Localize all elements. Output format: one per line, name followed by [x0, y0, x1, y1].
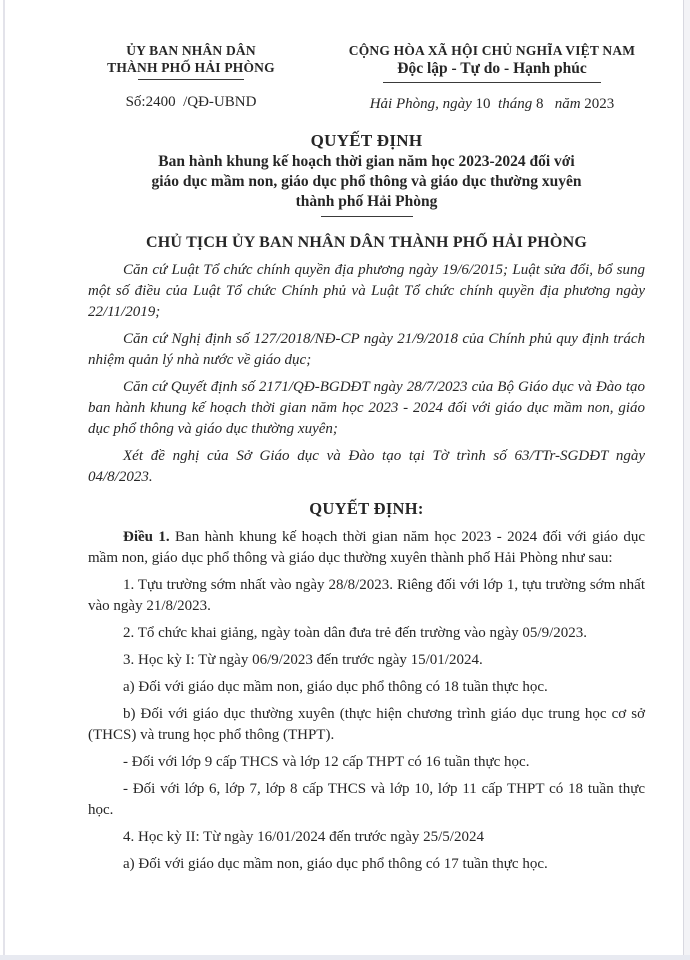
photo-bottom-strip: [0, 955, 690, 960]
legal-basis-paragraph: Căn cứ Quyết định số 2171/QĐ-BGDĐT ngày 28/7/2023 của Bộ Giáo dục và Đào tạo ban hành khung kế hoạch thời gian năm học 2023 - 2024 đối với giáo dục mầm non, giáo dục phổ thông và giáo dục thường xuyên;: [88, 379, 645, 437]
schedule-subitem: b) Đối với giáo dục thường xuyên (thực hiện chương trình giáo dục trung học cơ sở (THCS) và trung học phổ thông (THPT).: [88, 706, 645, 743]
article-1-text: Ban hành khung kế hoạch thời gian năm học 2023 - 2024 đối với giáo dục mầm non, giáo dục phổ thông và giáo dục thường xuyên thành phố Hải Phòng như sau:: [88, 529, 645, 566]
national-motto-line1: CỘNG HÒA XÃ HỘI CHỦ NGHĨA VIỆT NAM: [348, 43, 636, 58]
decision-subtitle-line2: giáo dục mầm non, giáo dục phổ thông và giáo dục thường xuyên: [151, 173, 582, 190]
schedule-item: 1. Tựu trường sớm nhất vào ngày 28/8/2023. Riêng đối với lớp 1, tựu trường sớm nhất vào ngày 21/8/2023.: [88, 577, 645, 614]
dateline-month: 8: [535, 96, 544, 112]
national-motto-line2: Độc lập - Tự do - Hạnh phúc: [397, 60, 587, 77]
dateline-place: Hải Phòng, ngày: [369, 96, 476, 112]
motto-underline: [383, 82, 601, 83]
title-block: [88, 130, 645, 217]
schedule-item: 2. Tổ chức khai giảng, ngày toàn dân đưa trẻ đến trường vào ngày 05/9/2023.: [123, 625, 588, 641]
dateline-month-word: tháng: [490, 96, 536, 112]
article-1-paragraph: [88, 527, 645, 569]
proposal-paragraph: Xét đề nghị của Sở Giáo dục và Đào tạo tại Tờ trình số 63/TTr-SGDĐT ngày 04/8/2023.: [88, 448, 645, 485]
schedule-item: 4. Học kỳ II: Từ ngày 16/01/2024 đến trước ngày 25/5/2024: [123, 829, 484, 845]
document-number: Số:2400 /QĐ-UBND: [125, 94, 257, 110]
schedule-subitem: a) Đối với giáo dục mầm non, giáo dục phổ thông có 18 tuần thực học.: [123, 679, 548, 695]
decision-subtitle-line1: Ban hành khung kế hoạch thời gian năm học 2023-2024 đối với: [158, 153, 575, 170]
document-header: [0, 42, 690, 113]
article-1-label: Điều 1.: [123, 529, 170, 545]
title-underline: [321, 216, 413, 217]
issuer-locality: THÀNH PHỐ HẢI PHÒNG: [107, 60, 275, 75]
issuer-underline: [138, 79, 244, 80]
legal-basis-paragraph: Căn cứ Nghị định số 127/2018/NĐ-CP ngày 21/9/2018 của Chính phủ quy định trách nhiệm quản lý nhà nước về giáo dục;: [88, 331, 645, 368]
dateline-day: 10: [475, 96, 491, 112]
schedule-dash-item: - Đối với lớp 6, lớp 7, lớp 8 cấp THCS và lớp 10, lớp 11 cấp THPT có 18 tuần thực học.: [88, 781, 645, 818]
decides-heading: QUYẾT ĐỊNH:: [309, 499, 424, 518]
issuer-name: ỦY BAN NHÂN DÂN: [126, 43, 256, 58]
decision-subtitle-line3: thành phố Hải Phòng: [295, 193, 438, 210]
dateline-year: 2023: [584, 96, 615, 112]
schedule-dash-item: - Đối với lớp 9 cấp THCS và lớp 12 cấp THPT có 16 tuần thực học.: [123, 754, 530, 770]
national-block: [337, 42, 647, 113]
chairman-heading: CHỦ TỊCH ỦY BAN NHÂN DÂN THÀNH PHỐ HẢI PHÒNG: [146, 234, 587, 251]
legal-basis-paragraph: Căn cứ Luật Tổ chức chính quyền địa phương ngày 19/6/2015; Luật sửa đổi, bổ sung một số điều của Luật Tổ chức Chính phủ và Luật Tổ chức chính quyền địa phương ngày 22/11/2019;: [88, 262, 645, 320]
place-dateline: [337, 96, 647, 113]
decision-title: QUYẾT ĐỊNH: [310, 131, 423, 150]
document-body: [0, 130, 690, 875]
dateline-year-word: năm: [543, 96, 585, 112]
schedule-subitem: a) Đối với giáo dục mầm non, giáo dục phổ thông có 17 tuần thực học.: [123, 856, 548, 872]
issuer-block: [45, 42, 337, 113]
schedule-item: 3. Học kỳ I: Từ ngày 06/9/2023 đến trước ngày 15/01/2024.: [123, 652, 483, 668]
